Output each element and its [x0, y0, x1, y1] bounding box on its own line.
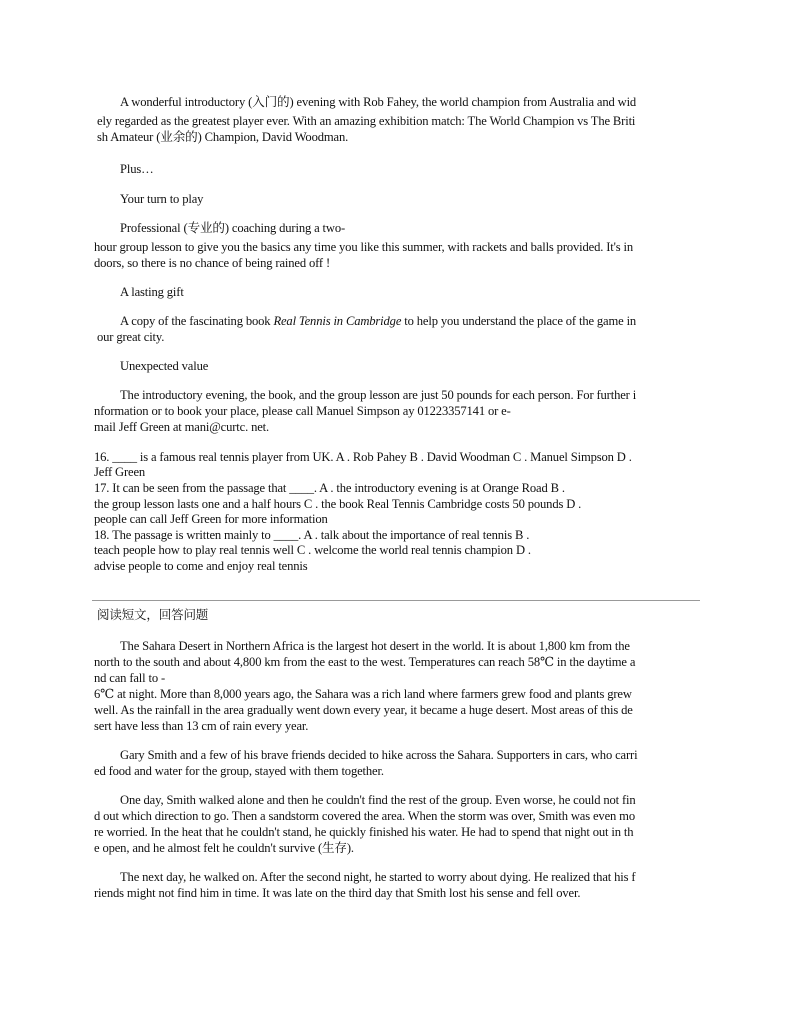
intro-line-3: sh Amateur (业余的) Champion, David Woodman.	[97, 130, 349, 144]
sahara-p1-line-4: 6℃ at night. More than 8,000 years ago, the Sahara was a rich land where farmers grew food and plants grew	[94, 687, 632, 701]
sahara-p2-line-1: Gary Smith and a few of his brave friends decided to hike across the Sahara. Supporters in cars, who carri	[120, 748, 638, 762]
sahara-p1-line-3: nd can fall to -	[94, 671, 166, 685]
value-line-2: nformation or to book your place, please call Manuel Simpson ay 01223357141 or e-	[94, 404, 511, 418]
gift-line-2: our great city.	[97, 330, 165, 344]
gift-after: to help you understand the place of the game in	[401, 314, 637, 328]
question-17-line-2: the group lesson lasts one and a half hours C . the book Real Tennis Cambridge costs 50 pounds D .	[94, 497, 582, 511]
question-17-line-1: 17. It can be seen from the passage that ____. A . the introductory evening is at Orange Road B .	[94, 481, 565, 495]
sahara-p3-line-4: e open, and he almost felt he couldn't survive (生存).	[94, 841, 354, 855]
value-heading: Unexpected value	[120, 359, 209, 373]
sahara-p3-line-1: One day, Smith walked alone and then he couldn't find the rest of the group. Even worse, he could not fin	[120, 793, 636, 807]
sahara-p3-line-3: re worried. In the heat that he couldn't stand, he quickly finished his water. He had to spend that night out in th	[94, 825, 634, 839]
sahara-p2-line-2: ed food and water for the group, stayed with them together.	[94, 764, 384, 778]
sahara-p1-line-5: well. As the rainfall in the area gradually went down every year, it became a huge desert. Most areas of this de	[94, 703, 633, 717]
question-18-line-1: 18. The passage is written mainly to ____. A . talk about the importance of real tennis B .	[94, 528, 530, 542]
sahara-p1-line-1: The Sahara Desert in Northern Africa is the largest hot desert in the world. It is about 1,800 km from the	[120, 639, 630, 653]
question-18-line-3: advise people to come and enjoy real tennis	[94, 559, 308, 573]
question-17-line-3: people can call Jeff Green for more information	[94, 512, 328, 526]
book-title: Real Tennis in Cambridge	[273, 314, 402, 328]
value-line-3: mail Jeff Green at mani@curtc. net.	[94, 420, 270, 434]
section-heading: 阅读短文，回答问题	[97, 607, 209, 622]
intro-line-1: A wonderful introductory (入门的) evening with Rob Fahey, the world champion from Australia and wid	[120, 95, 637, 109]
section-divider	[92, 600, 700, 601]
gift-line-1	[120, 314, 636, 330]
sahara-p3-line-2: d out which direction to go. Then a sandstorm covered the area. When the storm was over, Smith was even mo	[94, 809, 635, 823]
coaching-line-1: Professional (专业的) coaching during a two-	[120, 221, 346, 235]
question-16-line-1: 16. ____ is a famous real tennis player from UK. A . Rob Pahey B . David Woodman C . Manuel Simpson D .	[94, 450, 632, 464]
sahara-p1-line-2: north to the south and about 4,800 km from the east to the west. Temperatures can reach 58℃ in the daytime a	[94, 655, 636, 669]
question-18-line-2: teach people how to play real tennis well C . welcome the world real tennis champion D .	[94, 543, 531, 557]
coaching-line-3: doors, so there is no chance of being rained off !	[94, 256, 331, 270]
intro-line-2: ely regarded as the greatest player ever. With an amazing exhibition match: The World Champion vs The Briti	[97, 114, 636, 128]
coaching-line-2: hour group lesson to give you the basics any time you like this summer, with rackets and balls provided. It's in	[94, 240, 633, 254]
sahara-p4-line-2: riends might not find him in time. It was late on the third day that Smith lost his sense and fell over.	[94, 886, 581, 900]
question-16-line-2: Jeff Green	[94, 465, 146, 479]
value-line-1: The introductory evening, the book, and the group lesson are just 50 pounds for each person. For further i	[120, 388, 637, 402]
sahara-p4-line-1: The next day, he walked on. After the second night, he started to worry about dying. He realized that his f	[120, 870, 636, 884]
gift-heading: A lasting gift	[120, 285, 184, 299]
sahara-p1-line-6: sert have less than 13 cm of rain every year.	[94, 719, 309, 733]
turn-heading: Your turn to play	[120, 192, 204, 206]
plus-label: Plus…	[120, 162, 154, 176]
gift-before: A copy of the fascinating book	[120, 314, 274, 328]
